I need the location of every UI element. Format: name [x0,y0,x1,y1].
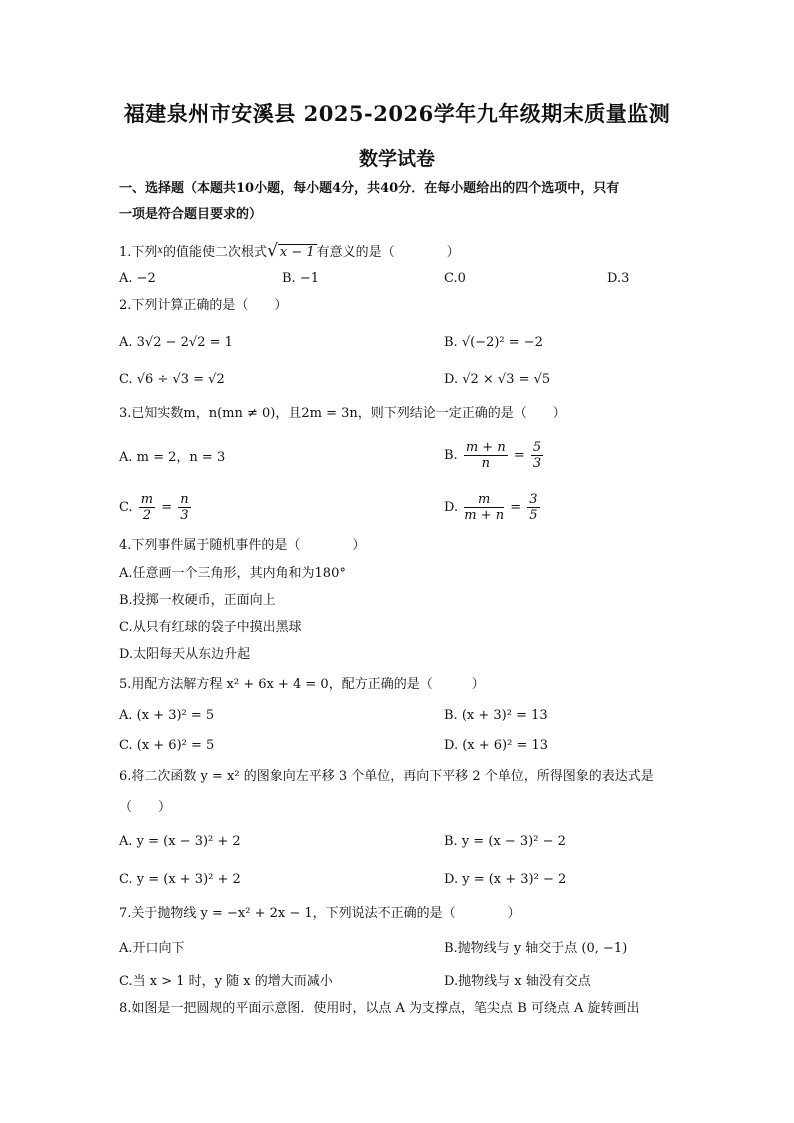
q3-d-den: m + n [464,508,505,523]
question-8-stem: 8.如图是一把圆规的平面示意图．使用时，以点 A 为支撑点，笔尖点 B 可绕点 A 旋转画出 [119,1001,640,1016]
section-heading-line2: 一项是符合题目要求的） [119,207,263,222]
question-4-stem: 4.下列事件属于随机事件的是（ ） [119,538,366,553]
q1-var: x [157,245,164,256]
q1-stem-b: 的值能使二次根式 [163,245,268,260]
q1-stem-c: 有意义的是（ ） [316,245,460,260]
question-5-stem: 5.用配方法解方程 x² + 6x + 4 = 0，配方正确的是（ ） [119,677,485,692]
q3-option-b: B. $\frac{m + n}{n}$ = $\frac{5}{3}$ [444,440,542,471]
q3-d-rhs-den: 5 [529,508,538,523]
q4-option-d: D.太阳每天从东边升起 [119,647,251,662]
q6-option-a: A. y = (x − 3)² + 2 [119,834,241,849]
q1-option-d: D.3 [607,271,630,286]
question-1-stem [119,242,460,262]
question-7-stem: 7.关于抛物线 y = −x² + 2x − 1，下列说法不正确的是（ ） [119,906,521,921]
q3-c-lden: 2 [142,508,152,523]
q3-c-lnum: m [140,492,154,507]
question-3-stem: 3.已知实数m，n(mn ≠ 0)，且2m = 3n，则下列结论一定正确的是（ ） [119,406,566,421]
exam-subtitle: 数学试卷 [358,148,435,170]
q1-stem-a: 1.下列 [119,245,158,260]
q3-c-rnum: n [180,492,189,507]
section-heading-line1: 一、选择题（本题共10小题，每小题4分，共40分．在每小题给出的四个选项中，只有 [119,181,620,196]
q3-d-rhs-fraction [527,492,539,523]
q3-b-label: B. [444,448,458,463]
q6-option-c: C. y = (x + 3)² + 2 [119,872,241,887]
q3-b-rhs-num: 5 [532,440,542,455]
q3-d-rhs-num: 3 [529,492,538,507]
q2-option-b: B. √(−2)² = −2 [444,335,543,350]
q7-option-b: B.抛物线与 y 轴交于点 (0, −1) [444,941,628,956]
q2-option-c: C. √6 ÷ √3 = √2 [119,372,225,387]
q5-option-d: D. (x + 6)² = 13 [444,738,549,753]
q3-d-num: m [464,492,504,508]
q4-option-a: A.任意画一个三角形，其内角和为180° [119,566,346,581]
q5-option-c: C. (x + 6)² = 5 [119,738,215,753]
q1-option-b: B. −1 [282,271,319,286]
q3-b-lhs-fraction [464,440,508,471]
q3-c-rden: 3 [180,508,189,523]
q3-b-rhs-fraction [531,440,543,471]
q3-c-label: C. [119,500,133,515]
q2-option-d: D. √2 × √3 = √5 [444,372,551,387]
q2-option-a: A. 3√2 − 2√2 = 1 [119,335,233,350]
q6-option-d: D. y = (x + 3)² − 2 [444,872,567,887]
sqrt-symbol: √ [267,241,278,261]
q3-option-a: A. m = 2，n = 3 [119,450,226,465]
q3-c-rhs-fraction [178,492,190,523]
exam-title: 福建泉州市安溪县 2025-2026学年九年级期末质量监测 [123,101,671,126]
q3-d-lhs-fraction [464,492,504,523]
question-2-stem: 2.下列计算正确的是（ ） [119,298,288,313]
q3-b-rhs-den: 3 [532,456,542,471]
q6-option-b: B. y = (x − 3)² − 2 [444,834,566,849]
q5-option-a: A. (x + 3)² = 5 [119,708,215,723]
q3-c-lhs-fraction [139,492,155,523]
q7-option-c: C.当 x > 1 时，y 随 x 的增大而减小 [119,974,333,989]
q4-option-c: C.从只有红球的袋子中摸出黑球 [119,620,302,635]
q3-option-c: C. $\frac{m}{2}$ = $\frac{n}{3}$ [119,492,189,523]
q3-b-den: n [481,456,490,471]
q1-option-a: A. −2 [119,271,156,286]
q4-option-b: B.投掷一枚硬币，正面向上 [119,593,276,608]
q3-d-label: D. [444,500,459,515]
q3-b-num: m + n [465,440,506,455]
question-6-stem-cont: （ ） [119,800,172,815]
q3-option-d: D. $\frac{m}{m + n}$ = $\frac{3}{5}$ [444,492,538,523]
q7-option-d: D.抛物线与 x 轴没有交点 [444,974,591,989]
q1-option-c: C.0 [444,271,466,286]
q7-option-a: A.开口向下 [119,941,185,956]
question-6-stem: 6.将二次函数 y = x² 的图象向左平移 3 个单位，再向下平移 2 个单位，所得图象的表达式是 [119,769,654,784]
q1-radicand: x − 1 [279,245,315,260]
q5-option-b: B. (x + 3)² = 13 [444,708,548,723]
